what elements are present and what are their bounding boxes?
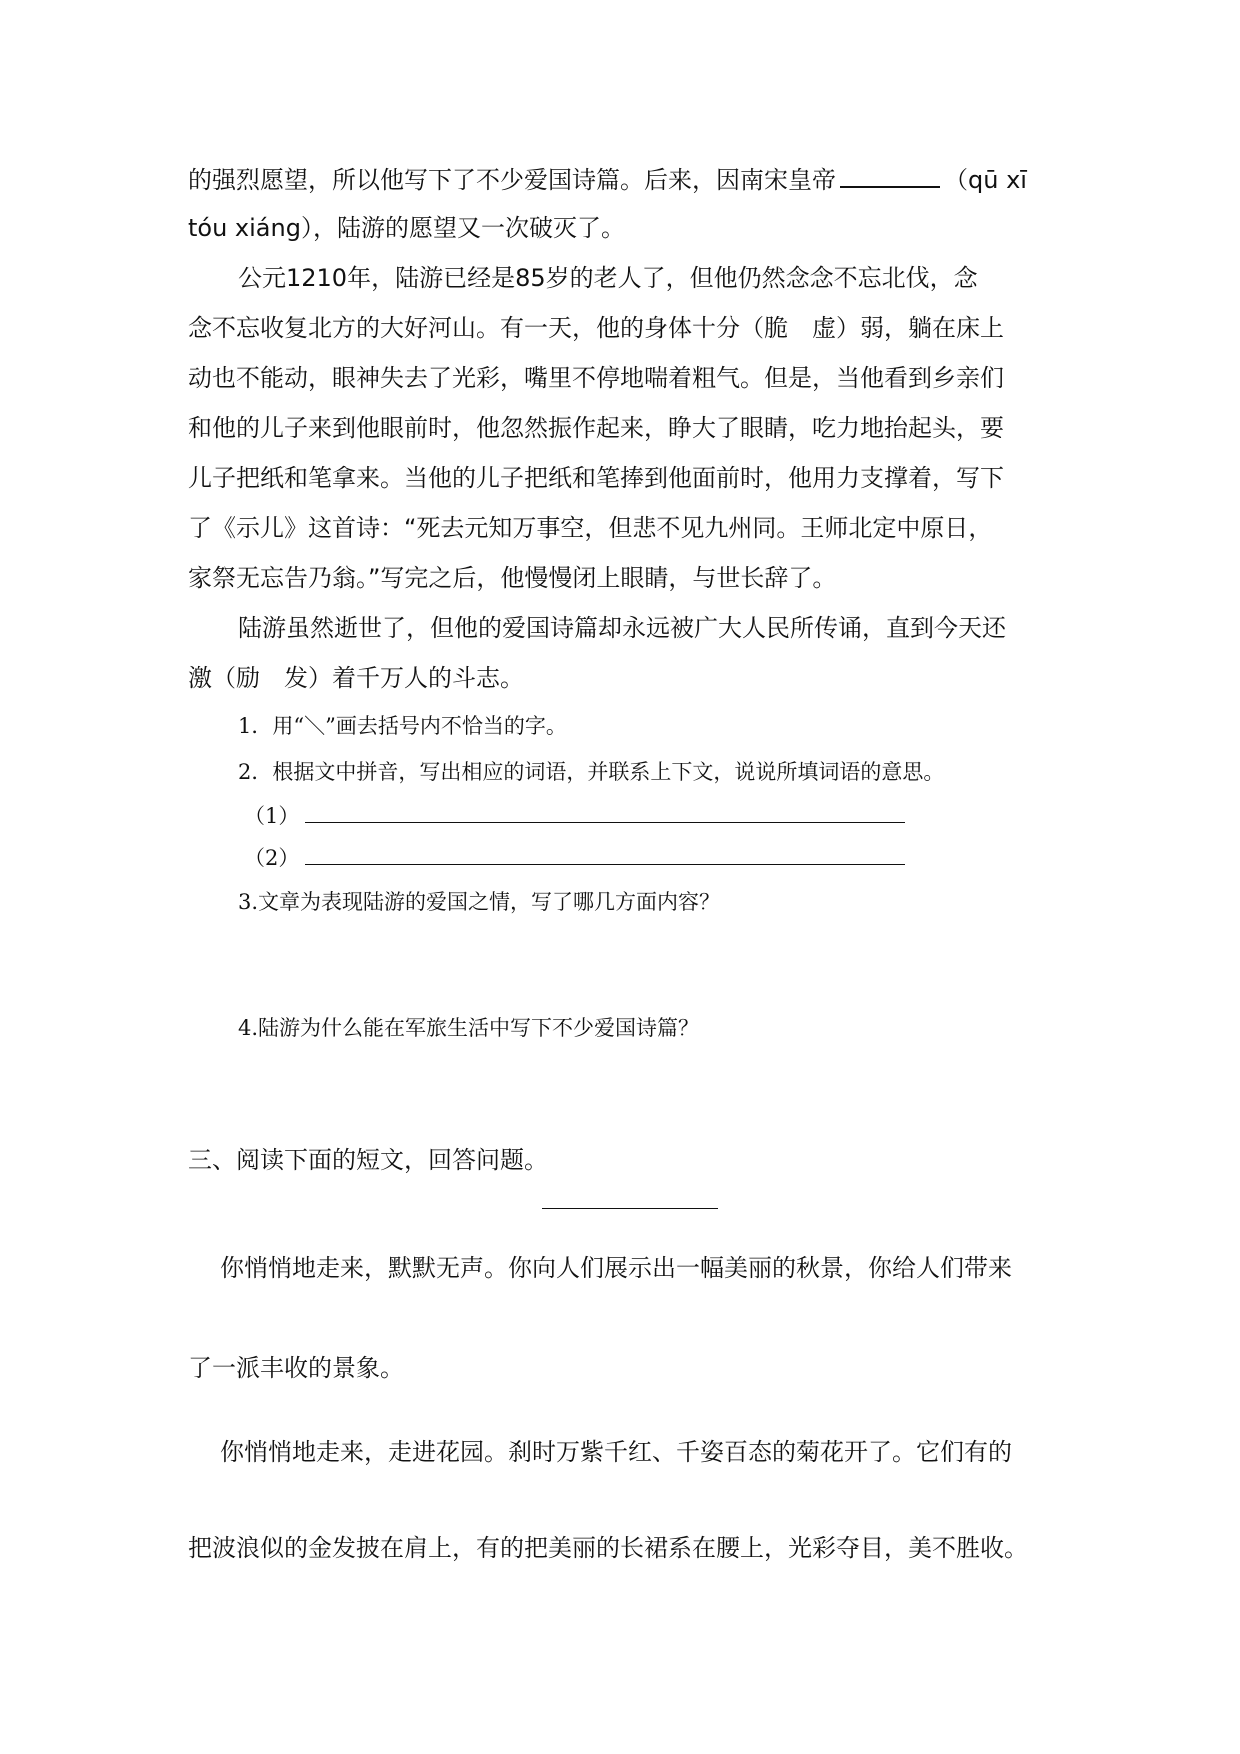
- passage-line-11: 激（励 发）着千万人的斗志。: [188, 664, 524, 692]
- section3-line-3: 你悄悄地走来，走进花园。刹时万紫千红、千姿百态的菊花开了。它们有的: [220, 1438, 1012, 1466]
- answer-line-2[interactable]: [305, 842, 905, 865]
- answer-line-1[interactable]: [305, 800, 905, 823]
- passage-line-3: 公元1210年，陆游已经是85岁的老人了，但他仍然念念不忘北伐，念: [238, 264, 978, 292]
- passage-line-10: 陆游虽然逝世了，但他的爱国诗篇却永远被广大人民所传诵，直到今天还: [238, 614, 1006, 642]
- passage-line-4: 念不忘收复北方的大好河山。有一天，他的身体十分（脆 虚）弱，躺在床上: [188, 314, 1004, 342]
- answer-label-2: （2）: [244, 846, 300, 870]
- question-4: 4.陆游为什么能在军旅生活中写下不少爱国诗篇？: [238, 1016, 700, 1040]
- passage-line-7: 儿子把纸和笔拿来。当他的儿子把纸和笔捧到他面前时，他用力支撑着，写下: [188, 464, 1004, 492]
- passage-line-8: 了《示儿》这首诗：“死去元知万事空，但悲不见九州同。王师北定中原日，: [188, 514, 993, 542]
- pinyin-hint: （qū xī: [944, 166, 1027, 194]
- answer-row-2: [244, 842, 1124, 874]
- section-3-heading: 三、阅读下面的短文，回答问题。: [188, 1146, 548, 1174]
- question-3: 3.文章为表现陆游的爱国之情，写了哪几方面内容？: [238, 890, 721, 914]
- passage-line-1: [188, 162, 1068, 196]
- section3-line-1: 你悄悄地走来，默默无声。你向人们展示出一幅美丽的秋景，你给人们带来: [220, 1254, 1012, 1282]
- passage-text: 的强烈愿望，所以他写下了不少爱国诗篇。后来，因南宋皇帝: [188, 166, 836, 194]
- passage-line-2: tóu xiáng），陆游的愿望又一次破灭了。: [188, 214, 625, 242]
- passage-line-9: 家祭无忘告乃翁。”写完之后，他慢慢闭上眼睛，与世长辞了。: [188, 564, 837, 592]
- answer-label-1: （1）: [244, 804, 300, 828]
- passage-line-6: 和他的儿子来到他眼前时，他忽然振作起来，睁大了眼睛，吃力地抬起头，要: [188, 414, 1004, 442]
- section3-line-2: 了一派丰收的景象。: [188, 1354, 404, 1382]
- passage-line-5: 动也不能动，眼神失去了光彩，嘴里不停地喘着粗气。但是，当他看到乡亲们: [188, 364, 1004, 392]
- answer-row-1: [244, 800, 1124, 832]
- question-1: 1．用“＼”画去括号内不恰当的字。: [238, 714, 567, 738]
- section3-line-4: 把波浪似的金发披在肩上，有的把美丽的长裙系在腰上，光彩夺目，美不胜收。: [188, 1534, 1028, 1562]
- title-blank-line[interactable]: [542, 1208, 718, 1209]
- fill-blank-pinyin[interactable]: [840, 162, 940, 188]
- question-2: 2．根据文中拼音，写出相应的词语，并联系上下文，说说所填词语的意思。: [238, 760, 945, 784]
